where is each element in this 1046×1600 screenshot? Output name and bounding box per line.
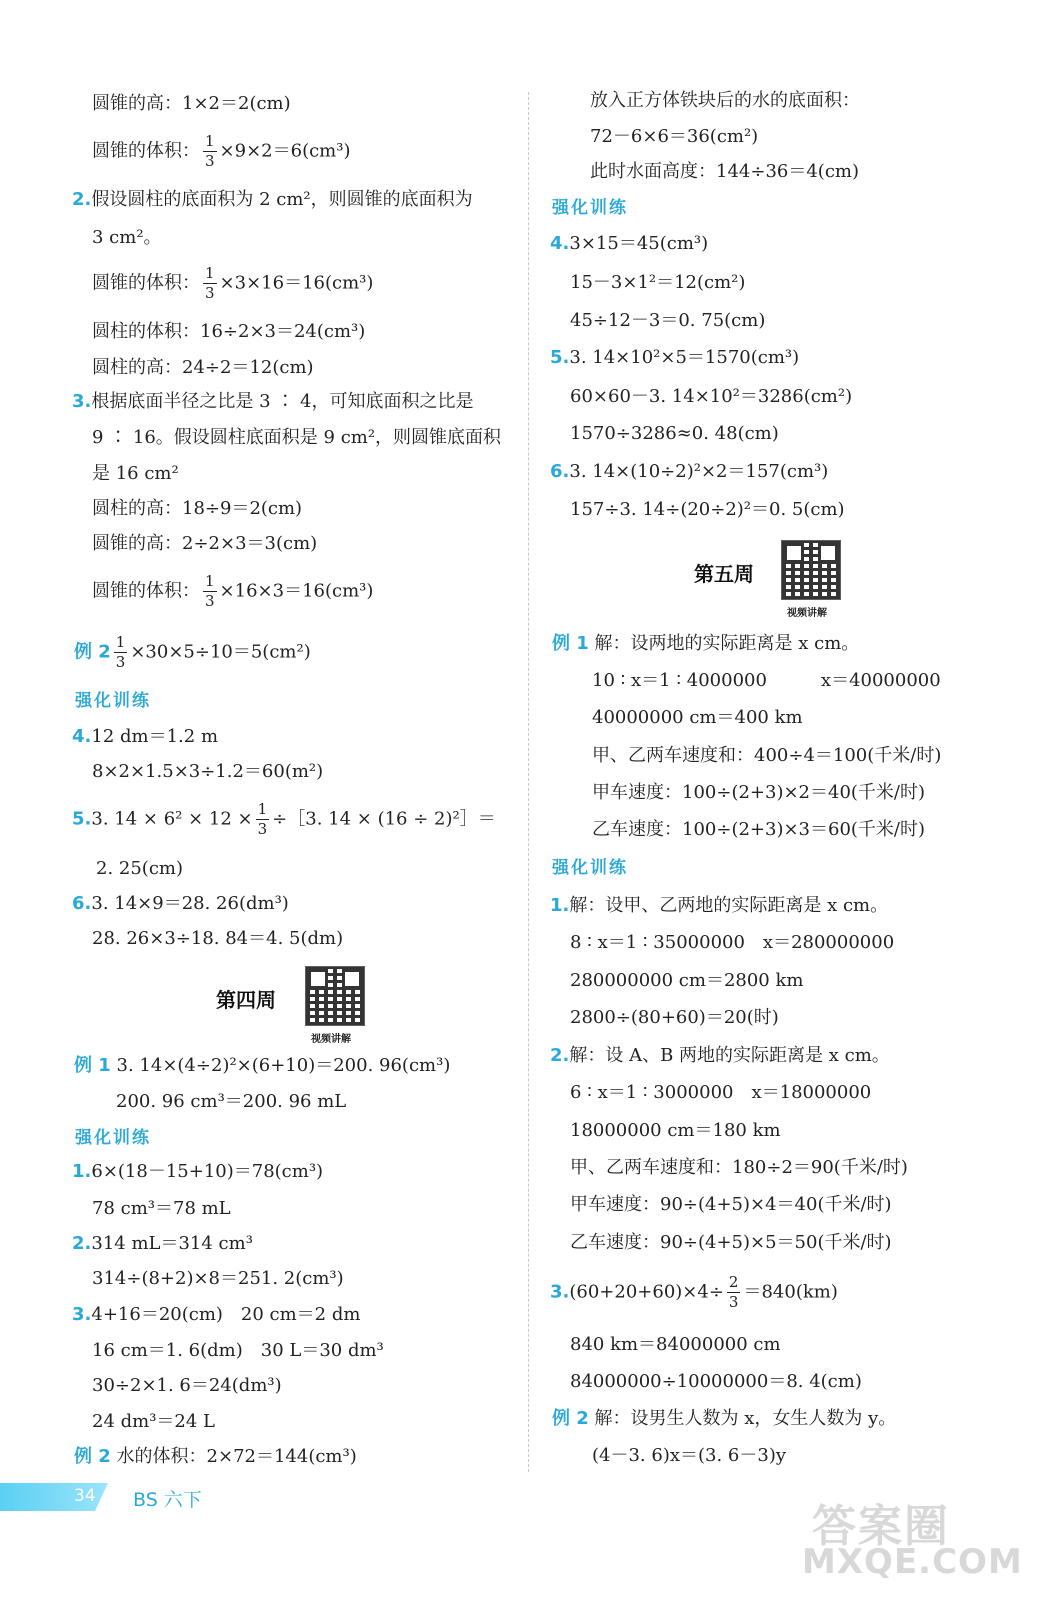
question-2: 2.314 mL＝314 cm³ (72, 1233, 253, 1254)
book-label: BS 六下 (133, 1489, 202, 1511)
text-line: 9 ∶ 16。假设圆柱底面积是 9 cm²，则圆锥底面积 (92, 427, 502, 448)
question-4: 4.12 dm＝1.2 m (72, 726, 219, 747)
text-line: 甲、乙两车速度和：400÷4＝100(千米/时) (592, 745, 942, 766)
text-line: 10 ∶ x＝1 ∶ 4000000 x＝40000000 (592, 670, 941, 691)
page-number: 34 (74, 1486, 96, 1506)
question-1: 1.解：设甲、乙两地的实际距离是 x cm。 (550, 895, 889, 916)
question-4: 4.3×15＝45(cm³) (550, 233, 709, 254)
fraction: $\frac{1}{3}$ (257, 800, 268, 838)
fraction: $\frac{2}{3}$ (728, 1273, 739, 1311)
question-5: 5.3. 14×10²×5＝1570(cm³) (550, 347, 800, 368)
example-1: 例 1 解：设两地的实际距离是 x cm。 (552, 633, 860, 654)
text-line: 8 ∶ x＝1 ∶ 35000000 x＝280000000 (570, 932, 895, 953)
text-line: 15－3×1²＝12(cm²) (570, 272, 746, 293)
text-line: 此时水面高度：144÷36＝4(cm) (590, 161, 859, 182)
text-line: 18000000 cm＝180 km (570, 1120, 781, 1141)
text-line: 圆锥的高：2÷2×3＝3(cm) (92, 533, 318, 554)
text-line: 圆锥的体积： $\frac{1}{3}$ ×3×16＝16(cm³) (92, 264, 374, 302)
section-heading: 强化训练 (552, 198, 628, 218)
section-heading: 强化训练 (75, 691, 151, 711)
text-line: 157÷3. 14÷(20÷2)²＝0. 5(cm) (570, 499, 845, 520)
question-6: 6.3. 14×9＝28. 26(dm³) (72, 893, 289, 914)
example-1: 例 1 3. 14×(4÷2)²×(6+10)＝200. 96(cm³) (74, 1055, 451, 1076)
text-line: 280000000 cm＝2800 km (570, 970, 804, 991)
text-line: 乙车速度：100÷(2+3)×3＝60(千米/时) (592, 819, 926, 840)
text-line: 30÷2×1. 6＝24(dm³) (92, 1375, 282, 1396)
qr-code-icon[interactable] (781, 540, 841, 600)
question-1: 1.6×(18－15+10)＝78(cm³) (72, 1161, 324, 1182)
text-line: 1570÷3286≈0. 48(cm) (570, 423, 779, 444)
example-tag: 例 1 (74, 1055, 111, 1076)
qr-caption: 视频讲解 (787, 608, 827, 619)
text-line: 圆柱的高：18÷9＝2(cm) (92, 498, 303, 519)
text-line: 放入正方体铁块后的水的底面积： (590, 90, 860, 111)
text-line: 2800÷(80+60)＝20(时) (570, 1007, 779, 1028)
example-tag: 例 2 (552, 1408, 589, 1429)
text-line: 圆柱的体积：16÷2×3＝24(cm³) (92, 321, 366, 342)
text-line: 圆锥的体积： $\frac{1}{3}$ ×16×3＝16(cm³) (92, 572, 374, 610)
text-line: 24 dm³＝24 L (92, 1411, 216, 1432)
question-5: 5.3. 14 × 6² × 12 × $\frac{1}{3}$ ÷［3. 14 × (16 ÷ 2)²］＝ (72, 800, 496, 838)
text-line: 28. 26×3÷18. 84＝4. 5(dm) (92, 928, 344, 949)
watermark-logo: 答案圈 MXQE.COM (802, 1501, 1023, 1582)
question-3: 3.(60+20+60)×4÷ $\frac{2}{3}$ ＝840(km) (550, 1273, 838, 1311)
section-heading: 强化训练 (75, 1128, 151, 1148)
text-line: 40000000 cm＝400 km (592, 707, 803, 728)
example-tag: 例 1 (552, 633, 589, 654)
question-2: 2.假设圆柱的底面积为 2 cm²，则圆锥的底面积为 (72, 189, 473, 210)
text-line: 甲车速度：100÷(2+3)×2＝40(千米/时) (592, 782, 926, 803)
example-tag: 例 2 (74, 641, 111, 663)
example-2: 例 2 $\frac{1}{3}$ ×30×5÷10＝5(cm²) (74, 633, 311, 671)
text-line: 78 cm³＝78 mL (92, 1198, 231, 1219)
text-line: 圆锥的高：1×2＝2(cm) (92, 93, 291, 114)
text-line: 3 cm²。 (92, 227, 162, 248)
qr-caption: 视频讲解 (311, 1034, 351, 1045)
text-line: 圆锥的体积： $\frac{1}{3}$ ×9×2＝6(cm³) (92, 132, 351, 170)
text-line: 8×2×1.5×3÷1.2＝60(m²) (92, 761, 324, 782)
text-line: (4－3. 6)x＝(3. 6－3)y (592, 1445, 787, 1466)
fraction: $\frac{1}{3}$ (205, 132, 215, 170)
fraction: $\frac{1}{3}$ (205, 264, 215, 302)
text-line: 72－6×6＝36(cm²) (590, 126, 759, 147)
question-3: 3.4+16＝20(cm) 20 cm＝2 dm (72, 1304, 361, 1325)
text-line: 乙车速度：90÷(4+5)×5＝50(千米/时) (570, 1232, 892, 1253)
text-line: 200. 96 cm³＝200. 96 mL (116, 1091, 347, 1112)
fraction: $\frac{1}{3}$ (115, 633, 126, 671)
text-line: 甲车速度：90÷(4+5)×4＝40(千米/时) (570, 1194, 892, 1215)
text-line: 圆柱的高：24÷2＝12(cm) (92, 357, 314, 378)
text-line: 是 16 cm² (92, 463, 179, 484)
week-four-title: 第四周 (216, 988, 276, 1012)
example-2: 例 2 水的体积：2×72＝144(cm³) (74, 1446, 357, 1467)
text-line: 6 ∶ x＝1 ∶ 3000000 x＝18000000 (570, 1082, 872, 1103)
example-tag: 例 2 (74, 1446, 111, 1467)
qr-code-icon[interactable] (305, 966, 365, 1026)
question-3: 3.根据底面半径之比是 3 ∶ 4，可知底面积之比是 (72, 391, 474, 412)
text-line: 16 cm＝1. 6(dm) 30 L＝30 dm³ (92, 1340, 384, 1361)
text-line: 840 km＝84000000 cm (570, 1334, 781, 1355)
text-line: 2. 25(cm) (96, 858, 183, 879)
example-2: 例 2 解：设男生人数为 x，女生人数为 y。 (552, 1408, 897, 1429)
text-line: 84000000÷10000000＝8. 4(cm) (570, 1371, 862, 1392)
text-line: 60×60－3. 14×10²＝3286(cm²) (570, 386, 853, 407)
question-6: 6.3. 14×(10÷2)²×2＝157(cm³) (550, 461, 829, 482)
question-2: 2.解：设 A、B 两地的实际距离是 x cm。 (550, 1045, 890, 1066)
week-five-title: 第五周 (694, 562, 754, 586)
text-line: 甲、乙两车速度和：180÷2＝90(千米/时) (570, 1157, 908, 1178)
column-divider (528, 92, 529, 1472)
section-heading: 强化训练 (552, 858, 628, 878)
fraction: $\frac{1}{3}$ (205, 572, 215, 610)
text-line: 314÷(8+2)×8＝251. 2(cm³) (92, 1268, 344, 1289)
text-line: 45÷12－3＝0. 75(cm) (570, 310, 766, 331)
